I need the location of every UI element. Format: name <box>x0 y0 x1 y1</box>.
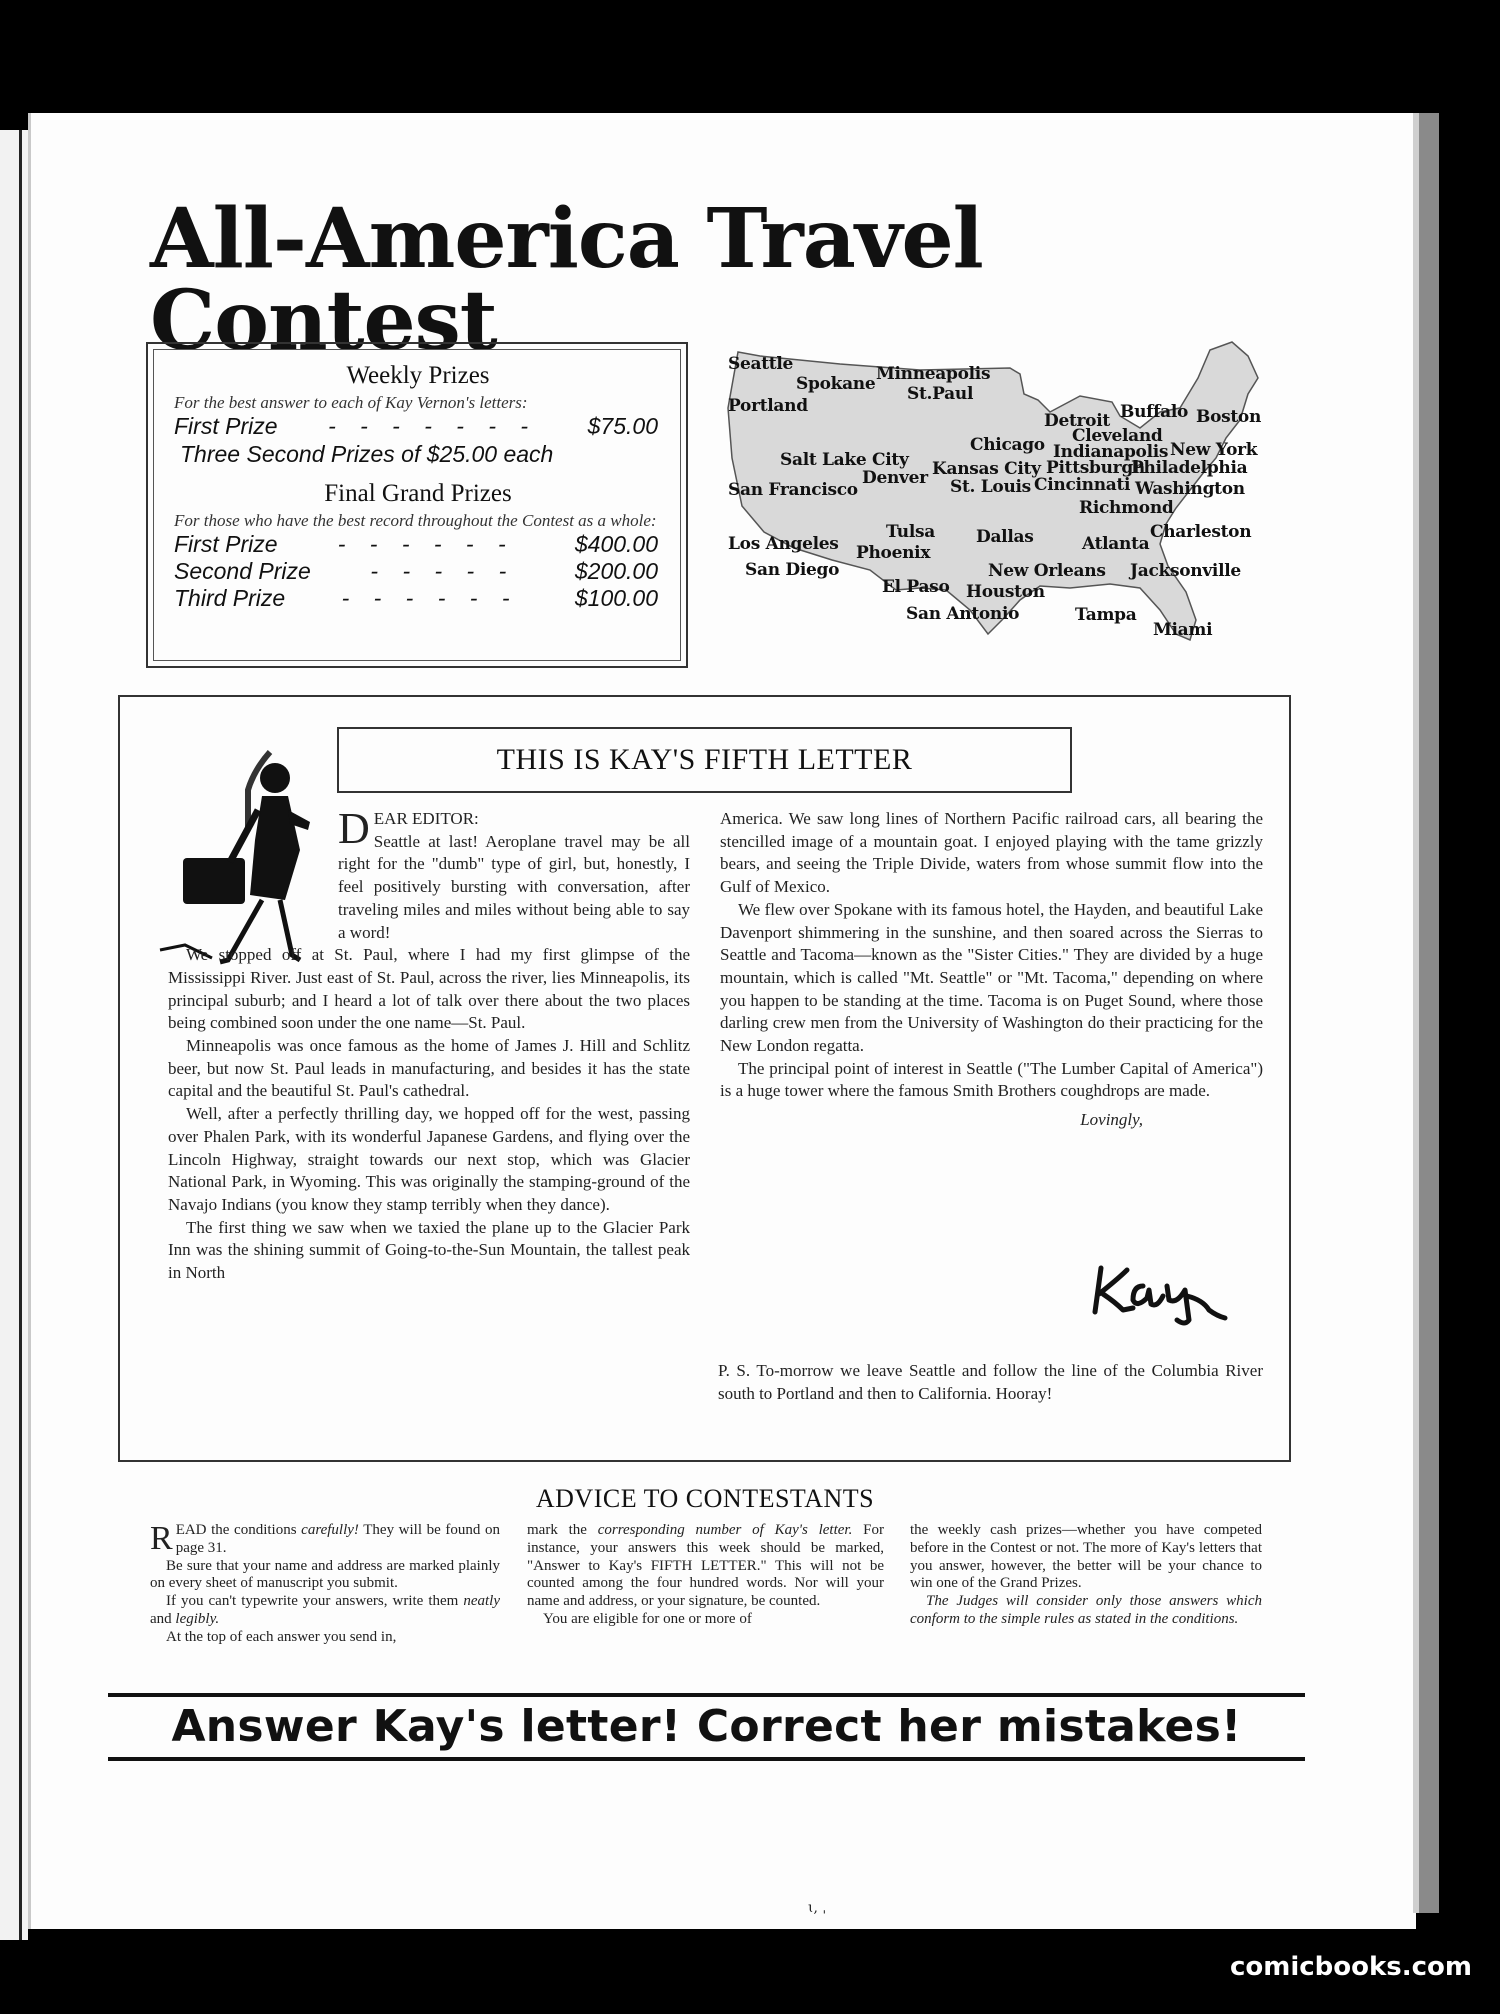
map-city-label: Cleveland <box>1072 426 1163 446</box>
letter-paragraph: Well, after a perfectly thrilling day, we hopped off for the west, passing over Phalen Park, with its wonderful Japanese Gardens, and flying over the Lincoln Highway, straight towards our next stop, which was Glacier National Park, in Wyoming. This was originally the stamping-ground of the Navajo Indians (you know they stamp terribly when they dance). <box>168 1104 690 1214</box>
weekly-prizes-note: For the best answer to each of Kay Vernon's letters: <box>174 393 528 412</box>
advice-emphasis: The Judges will consider only those answers which conform to the simple rules as stated in the conditions. <box>910 1593 1262 1627</box>
map-city-label: St.Paul <box>907 384 974 404</box>
letter-postscript: P. S. To-morrow we leave Seattle and follow the line of the Columbia River south to Portland and then to California. Hooray! <box>718 1361 1263 1403</box>
map-city-label: Portland <box>728 396 808 416</box>
letter-column-right <box>720 808 1263 1132</box>
dashes: - - - - - - <box>341 585 519 611</box>
map-city-label: Denver <box>862 468 928 488</box>
final-prize-row <box>174 531 662 558</box>
map-city-label: Tulsa <box>886 522 935 542</box>
letter-paragraph: America. We saw long lines of Northern Pacific railroad cars, all bearing the stencilled image of a mountain goat. I enjoyed playing with the tame grizzly bears, and seeing the Triple Divide, waters from whose summit flow into the Gulf of Mexico. <box>720 809 1263 897</box>
map-city-label: Chicago <box>970 435 1045 455</box>
map-city-label: Miami <box>1153 620 1213 640</box>
left-page-edge <box>0 130 28 1940</box>
advice-text: For instance, your answers this week should be marked, "Answer to Kay's FIFTH LETTER." This will not be counted among the four hundred words. Nor will your name and address, or your signature, be counted. <box>527 1522 884 1610</box>
map-city-label: Salt Lake City <box>780 450 909 470</box>
prize-box <box>146 342 688 668</box>
prize-amount: $200.00 <box>574 558 658 584</box>
prize-amount: $400.00 <box>574 531 658 557</box>
advice-text: EAD the conditions <box>175 1522 302 1538</box>
advice-text: the weekly cash prizes—whether you have competed before in the Contest or not. The more of Kay's letters that you answer, however, the better will be your chance to win one of the Grand Prizes. <box>910 1522 1262 1592</box>
map-city-label: Tampa <box>1075 605 1137 625</box>
map-city-label: El Paso <box>882 577 950 597</box>
map-city-label: San Francisco <box>728 480 858 500</box>
final-prize-row <box>174 558 662 585</box>
advice-column-3 <box>910 1522 1262 1629</box>
kay-signature <box>1085 1260 1255 1330</box>
page-speck: ɩ, ˌ <box>808 1900 827 1916</box>
map-city-label: Cincinnati <box>1034 475 1131 495</box>
map-city-label: Kansas City <box>932 459 1041 479</box>
dashes: - - - - - - - <box>328 413 538 439</box>
letter-paragraph: The principal point of interest in Seattle ("The Lumber Capital of America") is a huge tower where the famous Smith Brothers coughdrops are made. <box>720 1058 1263 1101</box>
weekly-prizes-heading: Weekly Prizes <box>346 362 490 389</box>
map-city-label: Seattle <box>728 354 793 374</box>
map-city-label: Atlanta <box>1082 534 1150 554</box>
prize-label: First Prize <box>174 413 278 439</box>
final-prizes-heading: Final Grand Prizes <box>324 480 512 507</box>
map-city-label: San Diego <box>745 560 840 580</box>
map-city-label: Buffalo <box>1120 402 1189 422</box>
letter-dropcap: D <box>338 804 370 853</box>
watermark: comicbooks.com <box>1229 1952 1472 1982</box>
letter-closing: Lovingly, <box>1080 1110 1143 1130</box>
letter-paragraph: Minneapolis was once famous as the home of James J. Hill and Schlitz beer, but now St. Paul leads in manufacturing, and besides it has the state capital and the beautiful St. Paul's cathedral. <box>168 1036 690 1101</box>
advice-column-2 <box>527 1522 884 1629</box>
weekly-first-prize-row <box>174 413 662 440</box>
letter-paragraph: We flew over Spokane with its famous hotel, the Hayden, and beautiful Lake Davenport shimmering in the sunshine, and then soared across the Sierras to Seattle and Tacoma—known as the "Sister Cities." They are divided by a huge mountain, which is called "Mt. Seattle" or "Mt. Tacoma," depending on where you happen to be standing at the time. Tacoma is on Puget Sound, where those darling crew men from the University of Washington do their practicing for the New London regatta. <box>720 899 1263 1056</box>
page-title: All-America Travel Contest <box>150 191 983 369</box>
letter-paragraph: We stopped off at St. Paul, where I had my first glimpse of the Mississippi River. Just east of St. Paul, across the river, lies Minneapolis, its principal suburb; and I heard a lot of talk over there about the two places being combined soon under the one name—St. Paul. <box>168 945 690 1033</box>
map-city-label: Dallas <box>976 527 1034 547</box>
advice-emphasis: neatly <box>463 1593 500 1610</box>
prize-amount: $75.00 <box>587 413 658 439</box>
advice-text: At the top of each answer you send in, <box>166 1628 397 1645</box>
map-city-label: Philadelphia <box>1131 458 1248 478</box>
slogan-rule-top <box>108 1693 1305 1697</box>
advice-column-1 <box>150 1522 500 1647</box>
right-page-edge <box>1413 113 1439 1913</box>
slogan: Answer Kay's letter! Correct her mistakes! <box>171 1701 1242 1752</box>
letter-salutation: EAR EDITOR: <box>373 809 479 828</box>
map-city-label: Jacksonville <box>1130 561 1241 581</box>
map-city-label: New York <box>1170 440 1258 460</box>
final-prizes-note: For those who have the best record throughout the Contest as a whole: <box>174 511 657 530</box>
map-city-label: Washington <box>1135 479 1245 499</box>
letter-paragraph: Seattle at last! Aeroplane travel may be all right for the "dumb" type of girl, but, honestly, I feel positively bursting with conversation, after traveling miles and miles without being able to say a word! <box>338 831 690 942</box>
prize-label: Third Prize <box>174 585 286 611</box>
advice-title: ADVICE TO CONTESTANTS <box>535 1484 875 1513</box>
map-city-label: San Antonio <box>906 604 1020 624</box>
advice-emphasis: corresponding number of Kay's letter. <box>597 1522 853 1538</box>
advice-text: Be sure that your name and address are marked plainly on every sheet of manuscript you submit. <box>150 1557 500 1592</box>
map-city-label: Boston <box>1196 407 1262 427</box>
map-city-label: Detroit <box>1044 411 1110 431</box>
map-city-label: Indianapolis <box>1053 442 1169 462</box>
map-city-label: Houston <box>966 582 1045 602</box>
letter-column-left <box>168 804 690 1285</box>
dashes: - - - - - - <box>337 531 515 557</box>
weekly-second-prizes-line: Three Second Prizes of $25.00 each <box>180 441 554 467</box>
final-prize-row <box>174 585 662 612</box>
advice-emphasis: legibly. <box>175 1610 220 1627</box>
map-city-label: New Orleans <box>988 561 1106 581</box>
map-city-label: Spokane <box>796 374 876 394</box>
map-city-label: Los Angeles <box>728 534 839 554</box>
advice-text: If you can't typewrite your answers, write them <box>166 1593 464 1610</box>
prize-amount: $100.00 <box>574 585 658 611</box>
dashes: - - - - - <box>370 558 516 584</box>
map-city-label: Phoenix <box>856 543 931 563</box>
advice-emphasis: carefully! <box>301 1522 359 1538</box>
map-city-label: Charleston <box>1150 522 1252 542</box>
advice-dropcap: R <box>150 1520 173 1557</box>
map-city-label: Minneapolis <box>876 364 991 384</box>
map-city-label: St. Louis <box>950 477 1031 497</box>
prize-label: Second Prize <box>174 558 311 584</box>
letter-paragraph: The first thing we saw when we taxied the plane up to the Glacier Park Inn was the shining summit of Going-to-the-Sun Mountain, the tallest peak in North <box>168 1217 690 1283</box>
map-city-label: Richmond <box>1079 498 1174 518</box>
advice-text: You are eligible for one or more of <box>543 1610 752 1627</box>
advice-text: They will be found on page 31. <box>175 1522 500 1556</box>
advice-text: mark the <box>527 1522 598 1538</box>
advice-text: and <box>150 1610 176 1627</box>
slogan-rule-bottom <box>108 1757 1305 1761</box>
letter-banner: THIS IS KAY'S FIFTH LETTER <box>337 727 1072 793</box>
prize-label: First Prize <box>174 531 278 557</box>
map-city-label: Pittsburgh <box>1046 458 1145 478</box>
